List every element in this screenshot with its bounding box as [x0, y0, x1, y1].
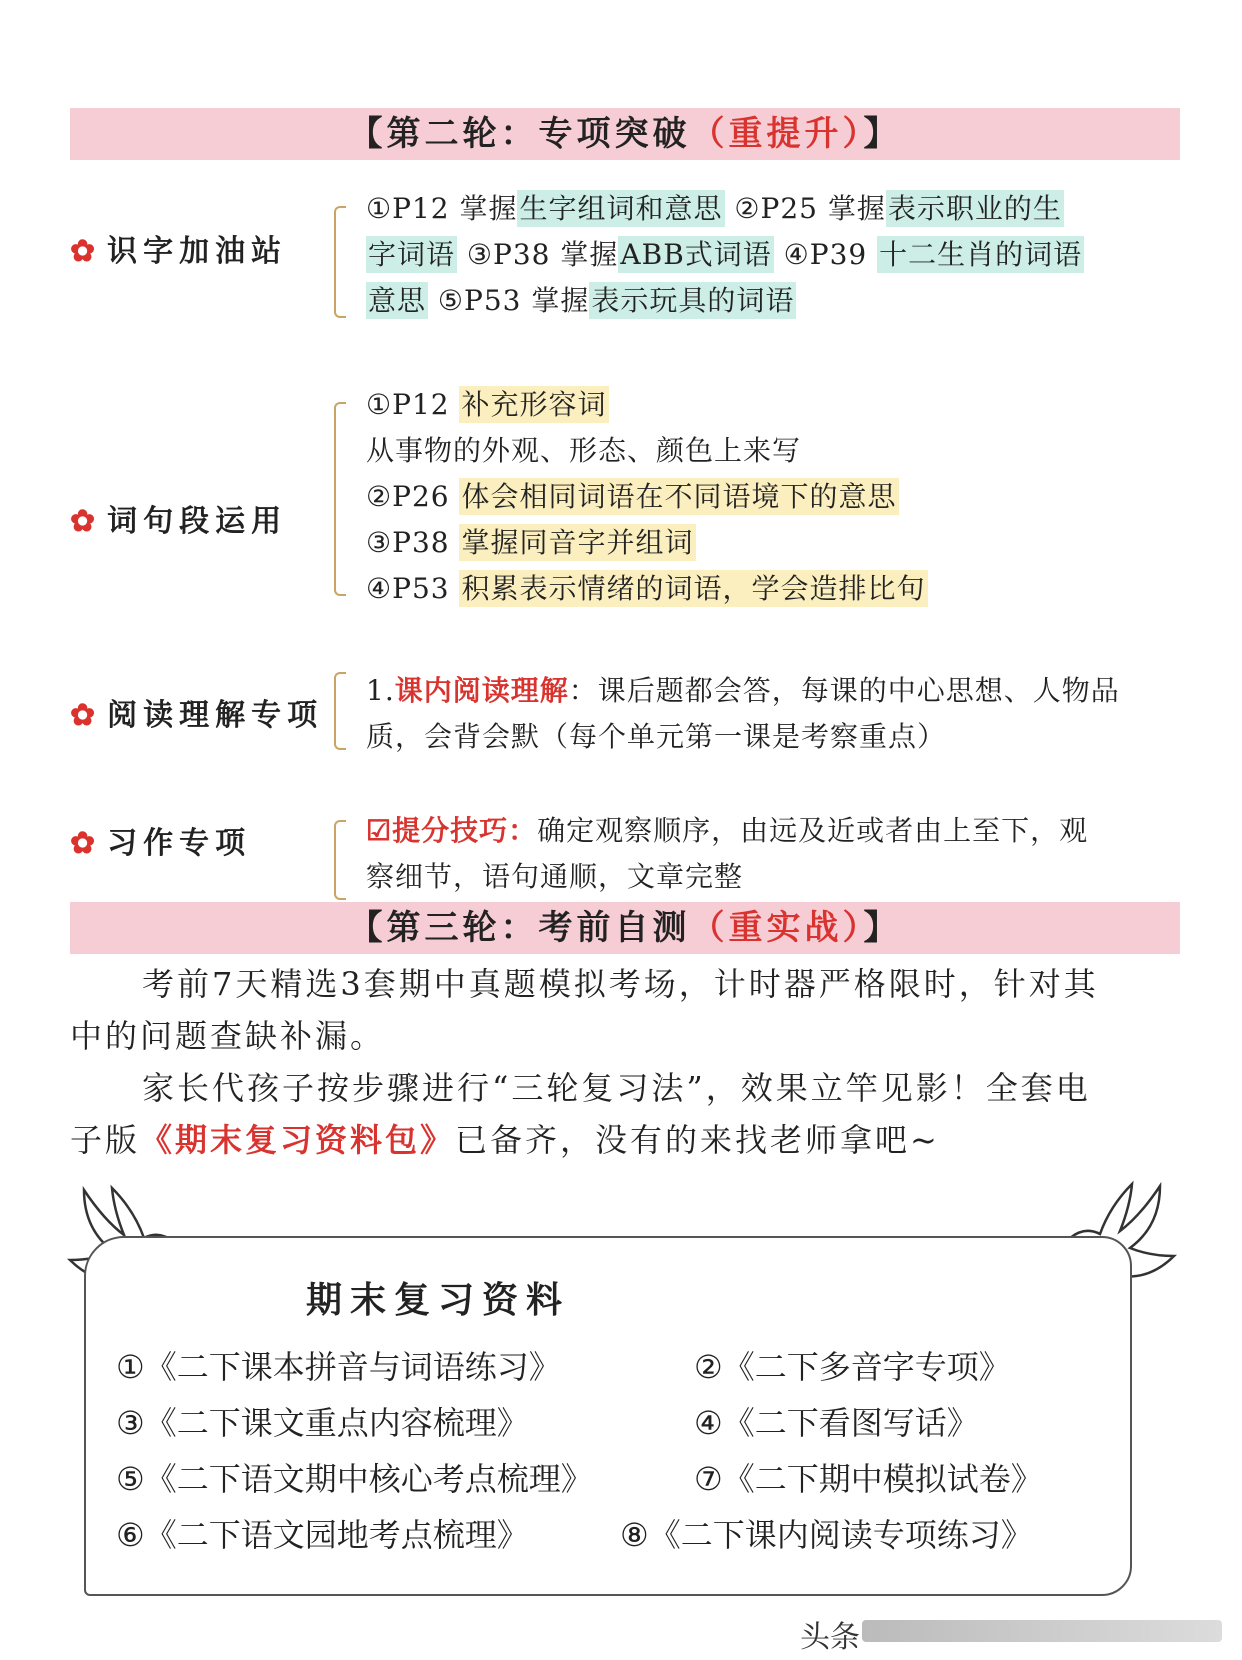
flower-icon: ✿ [70, 234, 102, 269]
round3-paragraph-2: 家长代孩子按步骤进行“三轮复习法”，效果立竿见影！全套电 子版《期末复习资料包》已备齐，没有的来找老师拿吧~ [70, 1069, 1091, 1159]
materials-pack-link: 《期末复习资料包》 [140, 1121, 456, 1159]
words-content: ①P12 补充形容词 从事物的外观、形态、颜色上来写 ②P26 体会相同词语在不同语境下的意思 ③P38 掌握同音字并组词 ④P53 积累表示情绪的词语，学会造排比句 [366, 388, 926, 605]
section-words-label: ✿ 词句段运用 [70, 504, 288, 539]
round3-paragraph-1: 考前7天精选3套期中真题模拟考场，计时器严格限时，针对其 中的问题查缺补漏。 [70, 965, 1099, 1055]
round2-banner [70, 108, 1180, 160]
material-item: ①《二下课本拼音与词语练习》 [116, 1348, 561, 1386]
material-item: ⑥《二下语文园地考点梳理》 [116, 1516, 529, 1554]
round2-banner-prefix: 【第二轮：专项突破 [348, 114, 691, 154]
watermark-bar [862, 1620, 1222, 1642]
words-bracket [334, 402, 346, 596]
literacy-bracket [334, 206, 346, 318]
material-item: ③《二下课文重点内容梳理》 [116, 1404, 529, 1442]
reading-bracket [334, 672, 346, 750]
writing-bracket [334, 820, 346, 900]
section-reading-label: ✿ 阅读理解专项 [70, 698, 324, 733]
watermark-label: 头条 [800, 1620, 860, 1655]
literacy-content: ①P12 掌握生字组词和意思 ②P25 掌握表示职业的生 字词语 ③P38 掌握ABB式词语 ④P39 十二生肖的词语 意思 ⑤P53 掌握表示玩具的词语 [366, 192, 1083, 317]
material-item: ⑤《二下语文期中核心考点梳理》 [116, 1460, 593, 1498]
materials-title: 期末复习资料 [306, 1279, 571, 1321]
material-item: ④《二下看图写话》 [694, 1404, 979, 1442]
material-item: ⑦《二下期中模拟试卷》 [694, 1460, 1043, 1498]
flower-icon: ✿ [70, 698, 102, 733]
flower-icon: ✿ [70, 826, 102, 861]
round3-banner-accent: （重实战） [690, 908, 864, 948]
flower-icon: ✿ [70, 504, 102, 539]
round3-banner [70, 902, 1180, 954]
round2-banner-accent: （重提升） [690, 114, 864, 154]
round2-banner-suffix: 】 [863, 114, 902, 154]
writing-content: ☑提分技巧：确定观察顺序，由远及近或者由上至下，观 察细节，语句通顺，文章完整 [366, 814, 1089, 893]
section-writing-label: ✿ 习作专项 [70, 826, 252, 861]
round3-banner-prefix: 【第三轮：考前自测 [348, 908, 691, 948]
reading-content: 1.课内阅读理解：课后题都会答，每课的中心思想、人物品 质，会背会默（每个单元第一课是考察重点） [366, 674, 1120, 753]
round3-banner-suffix: 】 [863, 908, 902, 948]
material-item: ⑧《二下课内阅读专项练习》 [620, 1516, 1033, 1554]
material-item: ②《二下多音字专项》 [694, 1348, 1011, 1386]
section-literacy-label: ✿ 识字加油站 [70, 234, 288, 269]
